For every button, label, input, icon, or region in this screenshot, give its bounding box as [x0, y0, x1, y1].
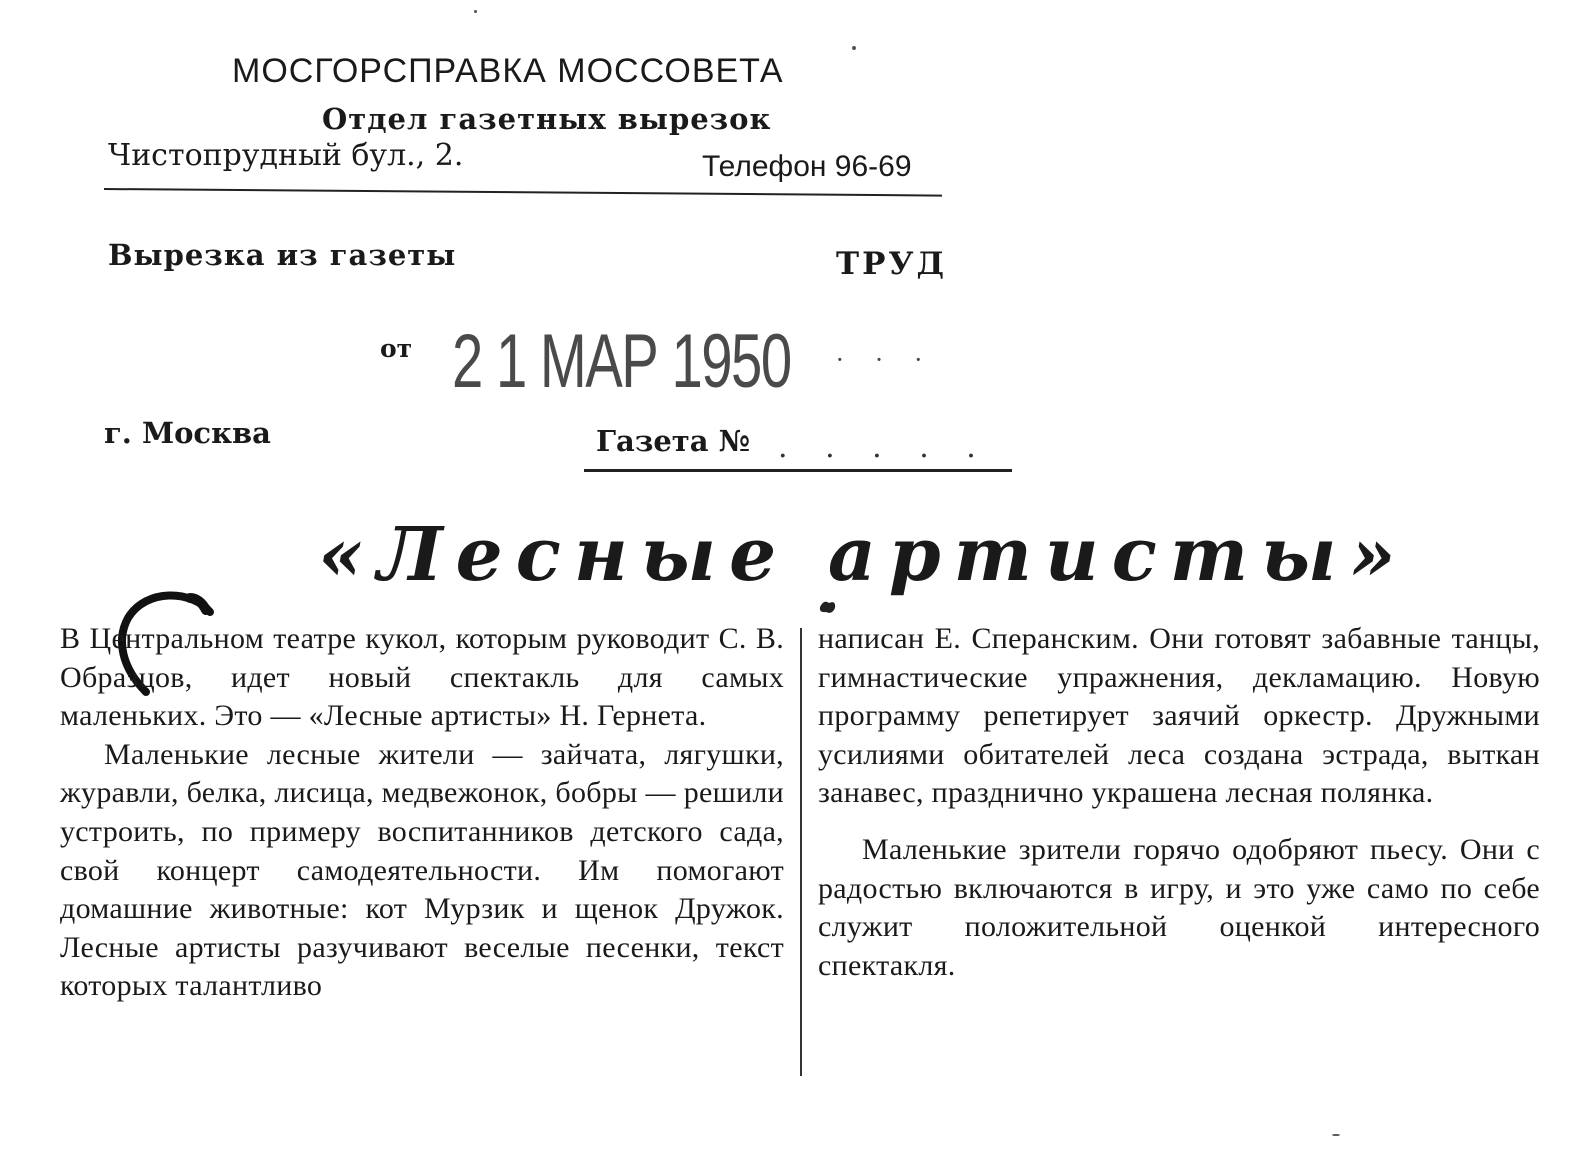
article-paragraph: написан Е. Сперанским. Они готовят забавные танцы, гимнастические упражнения, декламацию. Новую программу репетирует заячий оркестр. Дружными усилиями обитателей леса создана эстрада, выткан занавес, празднично украшена лесная полянка. [818, 622, 1540, 810]
phone-number: Телефон 96-69 [702, 150, 912, 183]
article-paragraph: В Центральном театре кукол, которым руководит С. В. Образцов, идет новый спектакль для самых маленьких. Это — «Лесные артисты» Н. Гернета. [60, 622, 784, 733]
article-right-column [818, 620, 1540, 985]
article-paragraph: Маленькие лесные жители — зайчата, лягушки, журавли, белка, лисица, медвежонок, бобры — решили устроить, по примеру воспитанников детского сада, свой концерт самодеятельности. Им помогают домашние животные: кот Мурзик и щенок Дружок. Лесные артисты разучивают веселые песенки, текст которых талантливо [60, 737, 784, 1003]
column-divider [800, 628, 802, 1076]
issue-underline [584, 469, 1012, 472]
stamp-speckles: · · · [836, 346, 935, 374]
clipping-label: Вырезка из газеты [108, 238, 457, 272]
scan-speck [1332, 1134, 1340, 1136]
article-left-column [60, 620, 784, 1006]
organization-name: МОСГОРСПРАВКА МОССОВЕТА [232, 52, 784, 90]
address: Чистопрудный бул., 2. [108, 138, 464, 173]
scan-speck [474, 10, 477, 13]
newspaper-name: ТРУД [836, 246, 948, 282]
article-title: «Лесные артисты» [318, 512, 1409, 598]
issue-number-placeholder: . . . . . [778, 430, 990, 465]
article-paragraph: Маленькие зрители горячо одобряют пьесу. Они с радостью включаются в игру, и это уже само по себе служит положительной оценкой интересного спектакля. [818, 832, 1540, 982]
department-name: Отдел газетных вырезок [322, 102, 772, 136]
city-label: г. Москва [104, 416, 271, 450]
header-divider [104, 188, 942, 197]
issue-number-label: Газета № [596, 424, 751, 458]
date-prefix: от [380, 334, 413, 363]
scan-speck [852, 46, 856, 50]
date-stamp: 2 1 МАР 1950 [452, 319, 791, 404]
ink-blot-mark [818, 598, 838, 616]
